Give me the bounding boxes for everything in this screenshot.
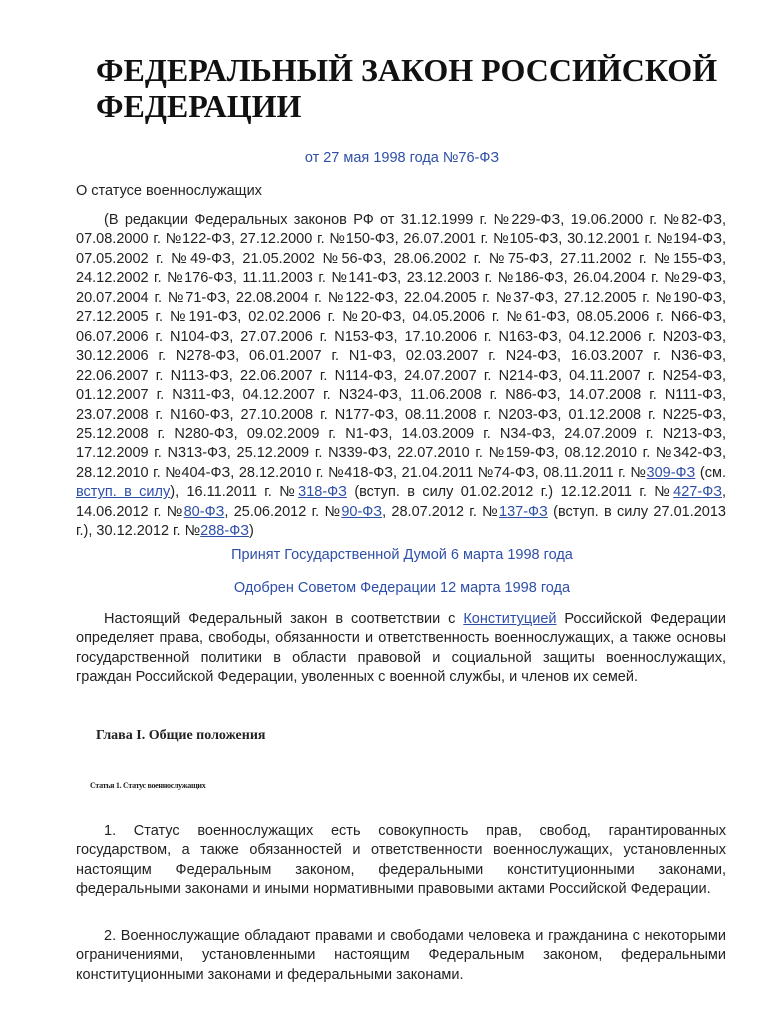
- amendments-text: ), 16.11.2011 г. №: [170, 484, 299, 501]
- chapter-heading: Глава I. Общие положения: [96, 728, 266, 743]
- link-288-fz[interactable]: 288-ФЗ: [200, 523, 249, 540]
- preamble-paragraph: [76, 610, 726, 688]
- law-subject: О статусе военнослужащих: [76, 183, 262, 199]
- amendments-text: , 28.07.2012 г. №: [382, 503, 500, 520]
- amendments-paragraph: [76, 211, 726, 542]
- amendments-text: , 25.06.2012 г. №: [224, 503, 342, 520]
- amendments-text: ): [248, 523, 254, 540]
- link-constitution[interactable]: Конституцией: [463, 611, 557, 627]
- clause-1: 1. Статус военнослужащих есть совокупность прав, свобод, гарантированных государством, а также обязанностей и ответственности военнослужащих, установленных настоящим Федеральным законом, федеральными конституционными законами, федеральными законами и иными нормативными правовыми актами Российской Федерации.: [76, 823, 726, 898]
- link-318-fz[interactable]: 318-ФЗ: [298, 484, 347, 501]
- article-heading: Статья 1. Статус военнослужащих: [90, 781, 206, 790]
- amendments-text: (В редакции Федеральных законов РФ от 31.12.1999 г. №229-ФЗ, 19.06.2000 г. №82-ФЗ, 07.08.2000 г. №122-ФЗ, 27.12.2000 г. №150-ФЗ, 26.07.2001 г. №105-ФЗ, 30.12.2001 г. №194-ФЗ, 07.05.2002 г. №49-ФЗ, 21.05.2002 №56-ФЗ, 28.06.2002 г. №75-ФЗ, 27.11.2002 г. №155-ФЗ, 24.12.2002 г. №176-ФЗ, 11.11.2003 г. №141-ФЗ, 23.12.2003 г. №186-ФЗ, 26.04.2004 г. №29-ФЗ, 20.07.2004 г. №71-ФЗ, 22.08.2004 г. №122-ФЗ, 22.04.2005 г. №37-ФЗ, 27.12.2005 г. №190-ФЗ, 27.12.2005 г. №191-ФЗ, 02.02.2006 г. №20-ФЗ, 04.05.2006 г. №61-ФЗ, 08.05.2006 г. N66-ФЗ, 06.07.2006 г. N104-ФЗ, 27.07.2006 г. N153-ФЗ, 17.10.2006 г. N163-ФЗ, 04.12.2006 г. N203-ФЗ, 30.12.2006 г. N278-ФЗ, 06.01.2007 г. N1-ФЗ, 02.03.2007 г. N24-ФЗ, 16.03.2007 г. N36-ФЗ, 22.06.2007 г. N113-ФЗ, 22.06.2007 г. N114-ФЗ, 24.07.2007 г. N214-ФЗ, 04.11.2007 г. N254-ФЗ, 01.12.2007 г. N311-ФЗ, 04.12.2007 г. N324-ФЗ, 11.06.2008 г. N86-ФЗ, 14.07.2008 г. N111-ФЗ, 23.07.2008 г. N160-ФЗ, 27.10.2008 г. N177-ФЗ, 08.11.2008 г. N203-ФЗ, 01.12.2008 г. N225-ФЗ, 25.12.2008 г. N280-ФЗ, 09.02.2009 г. N1-ФЗ, 14.03.2009 г. N34-ФЗ, 24.07.2009 г. N213-ФЗ, 17.12.2009 г. N313-ФЗ, 25.12.2009 г. N339-ФЗ, 22.07.2010 г. №159-ФЗ, 08.12.2010 г. №342-ФЗ, 28.12.2010 г. №404-ФЗ, 28.12.2010 г. №418-ФЗ, 21.04.2011 №74-ФЗ, 08.11.2011 г. №: [76, 212, 726, 481]
- link-137-fz[interactable]: 137-ФЗ: [499, 503, 548, 520]
- adopted-by-duma: Принят Государственной Думой 6 марта 1998 года: [231, 547, 573, 563]
- amendments-text: (см.: [695, 464, 726, 481]
- preamble-text: Российской Федерации определяет права, свободы, обязанности и ответственность военнослужащих, а также основы государственной политики в области правовой и социальной защиты военнослужащих, граждан Российской Федерации, уволенных с военной службы, и членов их семей.: [76, 611, 727, 686]
- link-vstup-v-silu[interactable]: вступ. в силу: [76, 484, 171, 501]
- date-line: от 27 мая 1998 года №76-ФЗ: [304, 150, 500, 166]
- document-title: ФЕДЕРАЛЬНЫЙ ЗАКОН РОССИЙСКОЙ ФЕДЕРАЦИИ: [96, 52, 718, 124]
- link-80-fz[interactable]: 80-ФЗ: [183, 503, 225, 520]
- amendments-text: (вступ. в силу 01.02.2012 г.) 12.12.2011 г. №: [346, 484, 674, 501]
- link-309-fz[interactable]: 309-ФЗ: [646, 464, 696, 481]
- amendments-text: , 14.06.2012 г. №: [76, 484, 727, 520]
- approved-by-council: Одобрен Советом Федерации 12 марта 1998 года: [233, 580, 571, 596]
- link-427-fz[interactable]: 427-ФЗ: [673, 484, 722, 501]
- clause-2: 2. Военнослужащие обладают правами и свободами человека и гражданина с некоторыми ограничениями, установленными настоящим Федеральным законом, федеральными конституционными законами и федеральными законами.: [76, 928, 726, 983]
- amendments-text: (вступ. в силу 27.01.2013 г.), 30.12.2012 г. №: [76, 503, 726, 540]
- preamble-text: Настоящий Федеральный закон в соответствии с: [104, 611, 464, 627]
- link-90-fz[interactable]: 90-ФЗ: [341, 503, 383, 520]
